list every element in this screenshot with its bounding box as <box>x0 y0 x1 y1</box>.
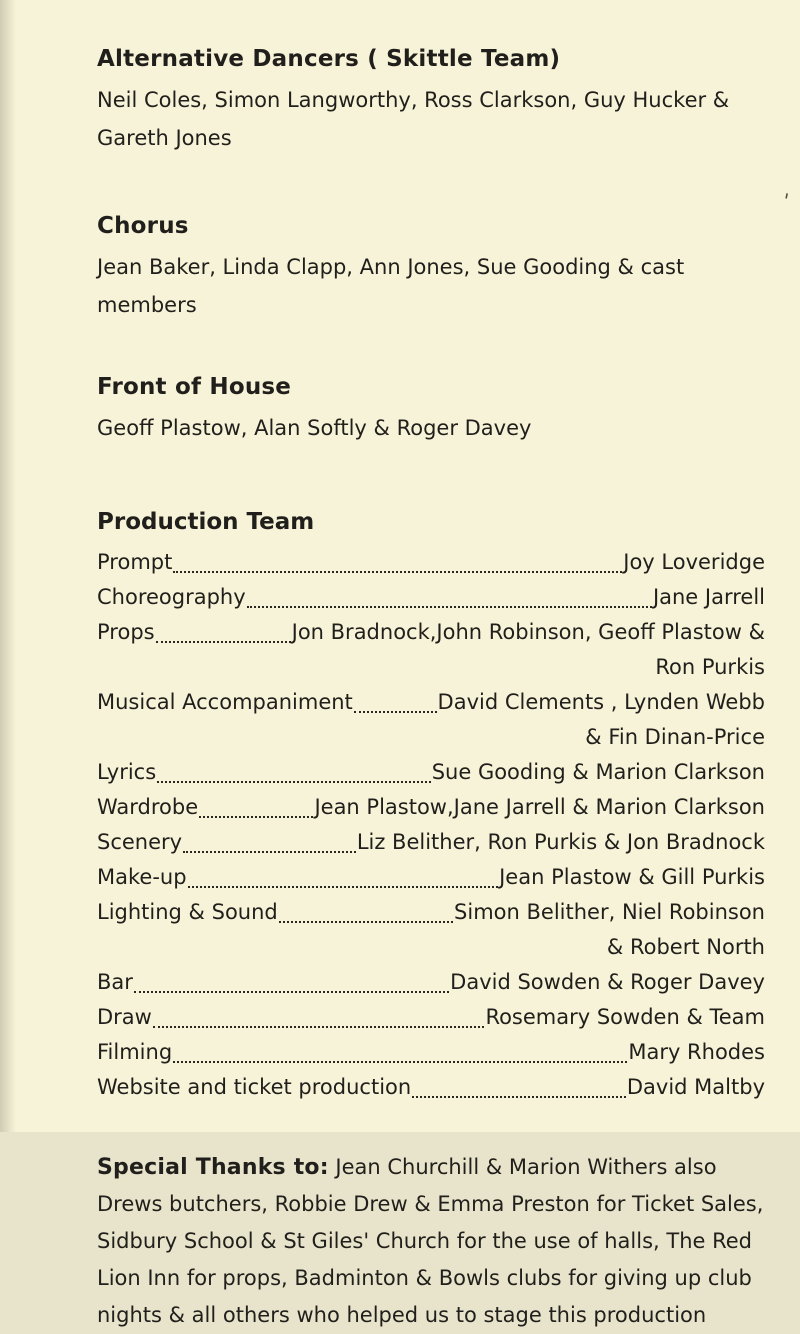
production-names: Jean Plastow,Jane Jarrell & Marion Clarkson <box>314 795 765 819</box>
production-names: Sue Gooding & Marion Clarkson <box>431 760 765 784</box>
dot-leader <box>279 921 453 923</box>
section-heading: Front of House <box>97 374 292 400</box>
production-row <box>97 1070 765 1105</box>
production-names: Jane Jarrell <box>652 585 765 609</box>
section-front-of-house <box>97 374 765 447</box>
production-names: Liz Belither, Ron Purkis & Jon Bradnock <box>356 830 765 854</box>
production-names: Joy Loveridge <box>623 550 765 574</box>
section-alternative-dancers <box>97 46 765 157</box>
dot-leader <box>188 886 499 888</box>
production-row <box>97 1035 765 1070</box>
special-thanks-body: Jean Churchill & Marion Withers also Drews butchers, Robbie Drew & Emma Preston for Ticket Sales, Sidbury School & St Giles' Church for the use of halls, The Red Lion Inn for props, Badminton & Bowls clubs for giving up club nights & all others who helped us to stage this production <box>97 1155 764 1327</box>
dot-leader <box>157 781 431 783</box>
production-row <box>97 895 765 965</box>
production-role: Website and ticket production <box>97 1075 412 1099</box>
production-names: David Sowden & Roger Davey <box>450 970 765 994</box>
dot-leader <box>247 606 652 608</box>
production-role: Prompt <box>97 550 173 574</box>
production-names: David Maltby <box>626 1075 765 1099</box>
production-row <box>97 860 765 895</box>
production-role: Lighting & Sound <box>97 900 278 924</box>
dot-leader <box>134 991 449 993</box>
production-role: Scenery <box>97 830 183 854</box>
dot-leader <box>173 1061 627 1063</box>
production-rows <box>97 545 765 1105</box>
section-production-team <box>97 509 765 1105</box>
production-row <box>97 965 765 1000</box>
production-row <box>97 825 765 860</box>
production-role: Lyrics <box>97 760 157 784</box>
production-names-continuation: & Fin Dinan-Price <box>585 725 765 749</box>
production-names: Rosemary Sowden & Team <box>485 1005 765 1029</box>
special-thanks-paragraph <box>97 1149 765 1334</box>
production-names: Simon Belither, Niel Robinson <box>454 900 765 924</box>
dot-leader <box>173 571 622 573</box>
special-thanks-heading: Special Thanks to: <box>97 1155 329 1180</box>
production-role: Wardrobe <box>97 795 199 819</box>
production-row <box>97 685 765 755</box>
production-row <box>97 1000 765 1035</box>
production-role: Draw <box>97 1005 152 1029</box>
production-names: Mary Rhodes <box>628 1040 765 1064</box>
production-role: Props <box>97 620 155 644</box>
section-heading: Chorus <box>97 213 189 239</box>
section-heading: Production Team <box>97 509 315 535</box>
section-heading: Alternative Dancers ( Skittle Team) <box>97 46 561 72</box>
section-chorus <box>97 213 765 324</box>
section-special-thanks <box>97 1149 765 1334</box>
production-role: Filming <box>97 1040 173 1064</box>
production-names: Jon Bradnock,John Robinson, Geoff Plastow & <box>291 620 765 644</box>
production-row <box>97 615 765 685</box>
production-names: David Clements , Lynden Webb <box>437 690 765 714</box>
production-names-continuation: Ron Purkis <box>655 655 765 679</box>
section-body: Neil Coles, Simon Langworthy, Ross Clarkson, Guy Hucker & Gareth Jones <box>97 88 730 150</box>
dot-leader <box>354 711 437 713</box>
section-body: Jean Baker, Linda Clapp, Ann Jones, Sue Gooding & cast members <box>97 255 685 317</box>
dot-leader <box>183 851 356 853</box>
production-row <box>97 755 765 790</box>
production-names: Jean Plastow & Gill Purkis <box>499 865 765 889</box>
dot-leader <box>156 641 291 643</box>
production-role: Musical Accompaniment <box>97 690 353 714</box>
production-role: Make-up <box>97 865 187 889</box>
dot-leader <box>153 1026 485 1028</box>
dot-leader <box>412 1096 626 1098</box>
production-row <box>97 790 765 825</box>
production-row <box>97 580 765 615</box>
production-role: Choreography <box>97 585 246 609</box>
scan-stray-mark: ' <box>780 189 791 213</box>
production-row <box>97 545 765 580</box>
production-role: Bar <box>97 970 133 994</box>
dot-leader <box>199 816 313 818</box>
section-body: Geoff Plastow, Alan Softly & Roger Davey <box>97 416 532 440</box>
production-names-continuation: & Robert North <box>606 935 765 959</box>
